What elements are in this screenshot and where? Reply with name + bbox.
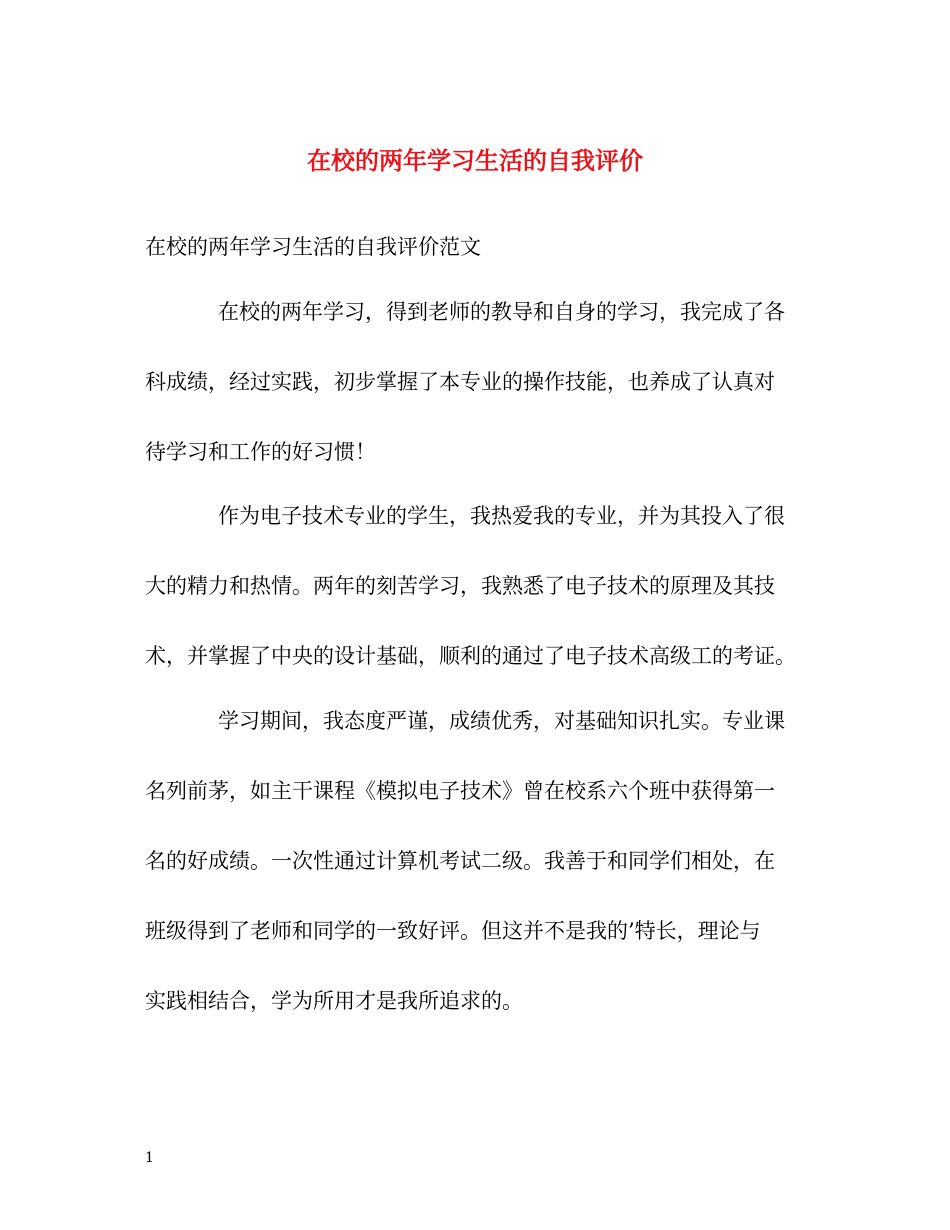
paragraph-line: 名的好成绩。一次性通过计算机考试二级。我善于和同学们相处，在 [145,849,775,873]
paragraph-line: 大的精力和热情。两年的刻苦学习，我熟悉了电子技术的原理及其技 [145,574,775,598]
paragraph-2 [145,500,825,710]
paragraph-line: 学习期间，我态度严谨，成绩优秀，对基础知识扎实。专业课 [218,709,785,733]
paragraph-1 [145,296,825,506]
document-subtitle: 在校的两年学习生活的自我评价范文 [145,235,481,259]
page-number: 1 [145,1150,154,1166]
paragraph-line: 在校的两年学习，得到老师的教导和自身的学习，我完成了各 [218,300,785,324]
paragraph-line: 待学习和工作的好习惯！ [145,440,376,464]
paragraph-line: 实践相结合，学为所用才是我所追求的。 [145,989,523,1013]
document-title: 在校的两年学习生活的自我评价 [307,146,643,175]
paragraph-line: 班级得到了老师和同学的一致好评。但这并不是我的’特长，理论与 [145,919,761,943]
paragraph-line: 术，并掌握了中央的设计基础，顺利的通过了电子技术高级工的考证。 [145,644,796,668]
paragraph-3 [145,705,825,1055]
paragraph-line: 作为电子技术专业的学生，我热爱我的专业，并为其投入了很 [218,504,785,528]
paragraph-line: 科成绩，经过实践，初步掌握了本专业的操作技能，也养成了认真对 [145,370,775,394]
paragraph-line: 名列前茅，如主干课程《模拟电子技术》曾在校系六个班中获得第一 [145,779,775,803]
